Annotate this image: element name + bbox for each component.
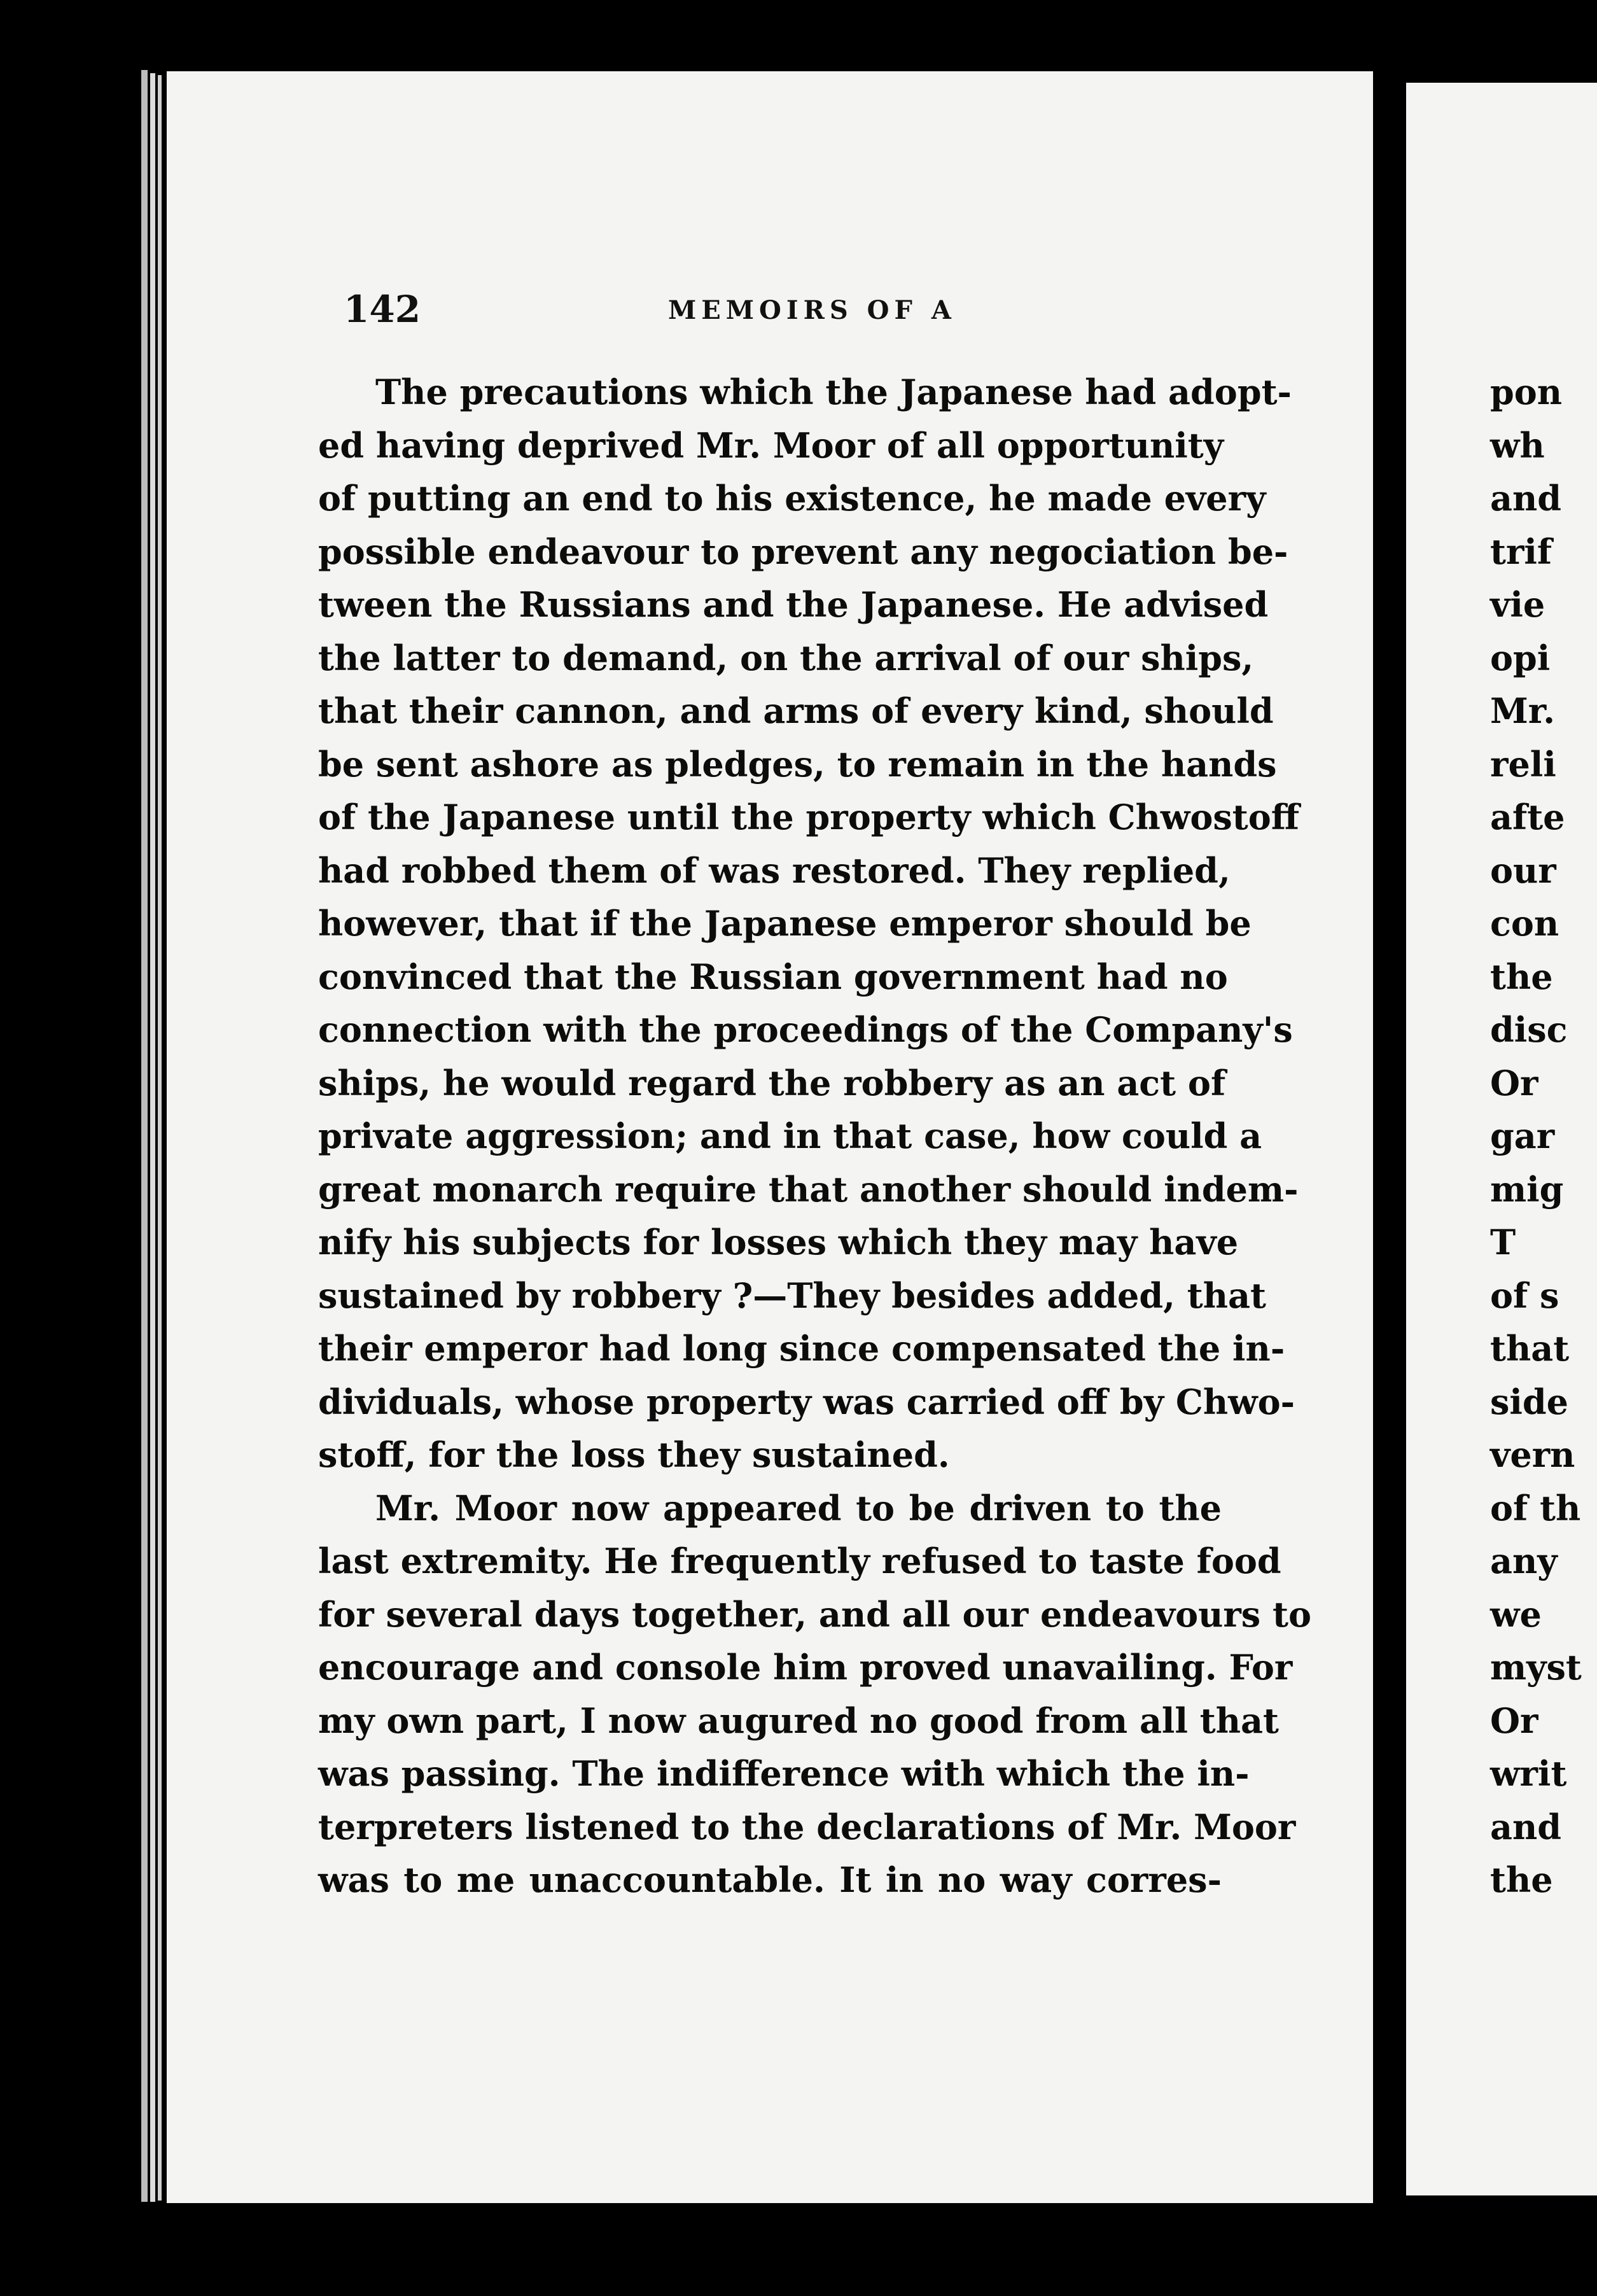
right-text-fragment: reli <box>1490 743 1556 785</box>
text-line: terpreters listened to the declarations of Mr. Moor <box>318 1806 1296 1847</box>
text-line: ed having deprived Mr. Moor of all opportunity <box>318 424 1224 466</box>
text-line: ships, he would regard the robbery as an act of <box>318 1062 1226 1103</box>
right-text-fragment: pon <box>1490 372 1563 412</box>
text-line: had robbed them of was restored. They replied, <box>318 850 1231 891</box>
text-line: however, that if the Japanese emperor should be <box>318 903 1252 944</box>
text-line: Mr. Moor now appeared to be driven to the <box>375 1487 1222 1529</box>
text-line: of putting an end to his existence, he made every <box>318 478 1266 519</box>
right-text-fragment: mig <box>1490 1168 1564 1210</box>
text-line: last extremity. He frequently refused to taste food <box>318 1541 1281 1581</box>
right-text-fragment: we <box>1490 1593 1542 1635</box>
text-line: encourage and console him proved unavailing. For <box>318 1647 1293 1688</box>
text-line: tween the Russians and the Japanese. He advised <box>318 584 1269 625</box>
right-text-fragment: vern <box>1490 1434 1575 1475</box>
right-text-fragment: myst <box>1490 1647 1582 1688</box>
right-text-fragment: opi <box>1490 637 1551 678</box>
right-text-fragment: disc <box>1490 1009 1568 1050</box>
running-head-title: MEMOIRS OF A <box>668 295 956 325</box>
page-edge-stack <box>150 73 155 2202</box>
page-edge-stack <box>158 75 162 2201</box>
right-text-fragment: the <box>1490 956 1553 997</box>
text-line: dividuals, whose property was carried off by Chwo- <box>318 1381 1295 1422</box>
text-line: connection with the proceedings of the Company's <box>318 1009 1293 1050</box>
right-page-text <box>1490 366 1582 1907</box>
right-text-fragment: that <box>1490 1328 1570 1369</box>
right-text-fragment: Mr. <box>1490 690 1556 731</box>
right-text-fragment: vie <box>1490 584 1545 625</box>
right-text-fragment: and <box>1490 1806 1562 1847</box>
right-text-fragment: writ <box>1490 1753 1567 1794</box>
right-text-fragment: and <box>1490 478 1562 519</box>
right-text-fragment: the <box>1490 1859 1553 1900</box>
text-line: The precautions which the Japanese had adopt- <box>375 372 1292 412</box>
page-number: 142 <box>344 288 421 331</box>
text-line: stoff, for the loss they sustained. <box>318 1434 950 1475</box>
text-line: possible endeavour to prevent any negociation be- <box>318 531 1288 572</box>
right-text-fragment: Or <box>1490 1700 1538 1741</box>
text-line: nify his subjects for losses which they may have <box>318 1222 1239 1263</box>
right-text-fragment: of th <box>1490 1487 1581 1529</box>
running-head <box>344 288 1234 339</box>
text-line: for several days together, and all our endeavours to <box>318 1593 1311 1635</box>
text-line: the latter to demand, on the arrival of our ships, <box>318 637 1254 678</box>
text-line: great monarch require that another should indem- <box>318 1168 1299 1210</box>
right-text-fragment: con <box>1490 903 1559 944</box>
right-text-fragment: afte <box>1490 797 1565 837</box>
right-text-fragment: of s <box>1490 1275 1559 1316</box>
text-line: my own part, I now augured no good from all that <box>318 1700 1279 1741</box>
text-line: was passing. The indifference with which the in- <box>318 1753 1250 1794</box>
text-line: of the Japanese until the property which Chwostoff <box>318 797 1300 837</box>
right-text-fragment: wh <box>1490 424 1545 466</box>
body-text <box>318 366 1311 1907</box>
text-line: was to me unaccountable. It in no way corres- <box>318 1859 1222 1900</box>
text-line: convinced that the Russian government had no <box>318 956 1228 997</box>
text-line: sustained by robbery ?—They besides added, that <box>318 1275 1266 1316</box>
right-text-fragment: side <box>1490 1381 1569 1422</box>
right-text-fragment: any <box>1490 1541 1558 1581</box>
right-text-fragment: our <box>1490 850 1556 891</box>
page-edge-stack <box>141 70 148 2202</box>
right-text-fragment: Or <box>1490 1062 1538 1103</box>
right-text-fragment: T <box>1490 1222 1516 1263</box>
text-line: that their cannon, and arms of every kind, should <box>318 690 1274 731</box>
right-text-fragment: trif <box>1490 531 1552 572</box>
text-line: private aggression; and in that case, how could a <box>318 1116 1262 1156</box>
right-text-fragment: gar <box>1490 1116 1555 1156</box>
text-line: be sent ashore as pledges, to remain in the hands <box>318 743 1277 785</box>
text-line: their emperor had long since compensated the in- <box>318 1328 1285 1369</box>
